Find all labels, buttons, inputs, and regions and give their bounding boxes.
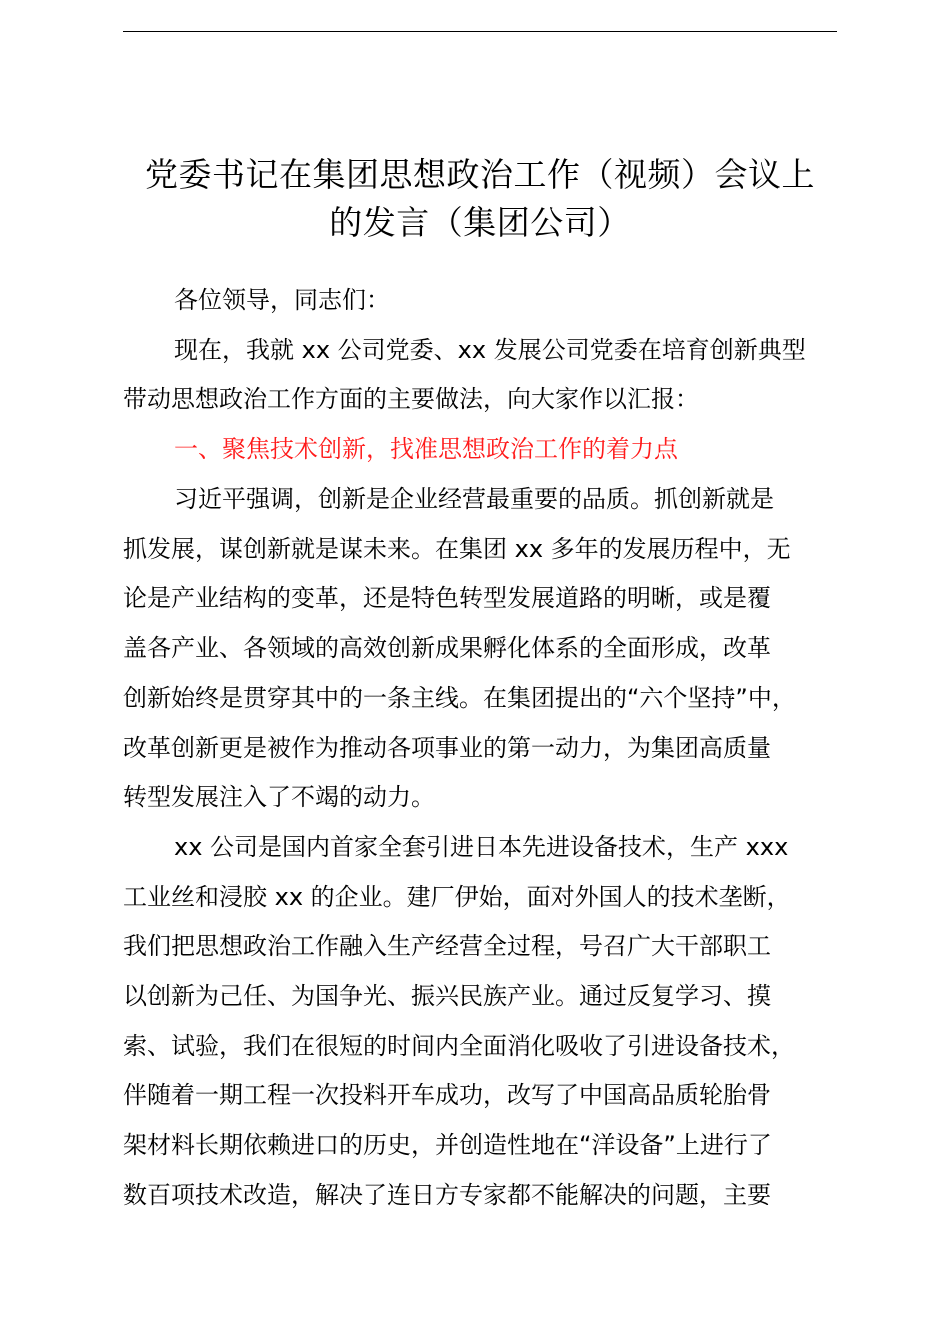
paragraph2-line-4: 以创新为己任、为国争光、振兴民族产业。通过反复学习、摸 xyxy=(123,982,771,1010)
paragraph1-line-6: 改革创新更是被作为推动各项事业的第一动力，为集团高质量 xyxy=(123,734,771,762)
document-title-line-2: 的发言（集团公司） xyxy=(329,203,631,242)
paragraph1-line-4: 盖各产业、各领域的高效创新成果孵化体系的全面形成，改革 xyxy=(123,634,771,662)
paragraph1-line-3: 论是产业结构的变革，还是特色转型发展道路的明晰，或是覆 xyxy=(123,584,771,612)
paragraph1-line-1: 习近平强调，创新是企业经营最重要的品质。抓创新就是 xyxy=(174,485,774,513)
header-rule xyxy=(123,31,837,32)
paragraph2-line-7: 架材料长期依赖进口的历史，并创造性地在“洋设备”上进行了 xyxy=(123,1131,772,1159)
paragraph2-line-8: 数百项技术改造，解决了连日方专家都不能解决的问题，主要 xyxy=(123,1181,771,1209)
paragraph1-line-2: 抓发展，谋创新就是谋未来。在集团 xx 多年的发展历程中，无 xyxy=(123,535,791,563)
paragraph2-line-2: 工业丝和浸胶 xx 的企业。建厂伊始，面对外国人的技术垄断， xyxy=(123,883,791,911)
salutation: 各位领导，同志们： xyxy=(174,286,390,314)
paragraph2-line-1: xx 公司是国内首家全套引进日本先进设备技术，生产 xxx xyxy=(174,833,789,861)
paragraph2-line-3: 我们把思想政治工作融入生产经营全过程，号召广大干部职工 xyxy=(123,932,771,960)
paragraph1-line-5: 创新始终是贯穿其中的一条主线。在集团提出的“六个坚持”中， xyxy=(123,684,796,712)
paragraph2-line-6: 伴随着一期工程一次投料开车成功，改写了中国高品质轮胎骨 xyxy=(123,1081,771,1109)
intro-line-1: 现在，我就 xx 公司党委、xx 发展公司党委在培育创新典型 xyxy=(174,336,806,364)
document-title-line-1: 党委书记在集团思想政治工作（视频）会议上 xyxy=(145,155,815,194)
section-heading-1: 一、聚焦技术创新，找准思想政治工作的着力点 xyxy=(174,435,678,463)
paragraph2-line-5: 索、试验，我们在很短的时间内全面消化吸收了引进设备技术， xyxy=(123,1032,795,1060)
intro-line-2: 带动思想政治工作方面的主要做法，向大家作以汇报： xyxy=(123,385,699,413)
paragraph1-line-7: 转型发展注入了不竭的动力。 xyxy=(123,783,435,811)
